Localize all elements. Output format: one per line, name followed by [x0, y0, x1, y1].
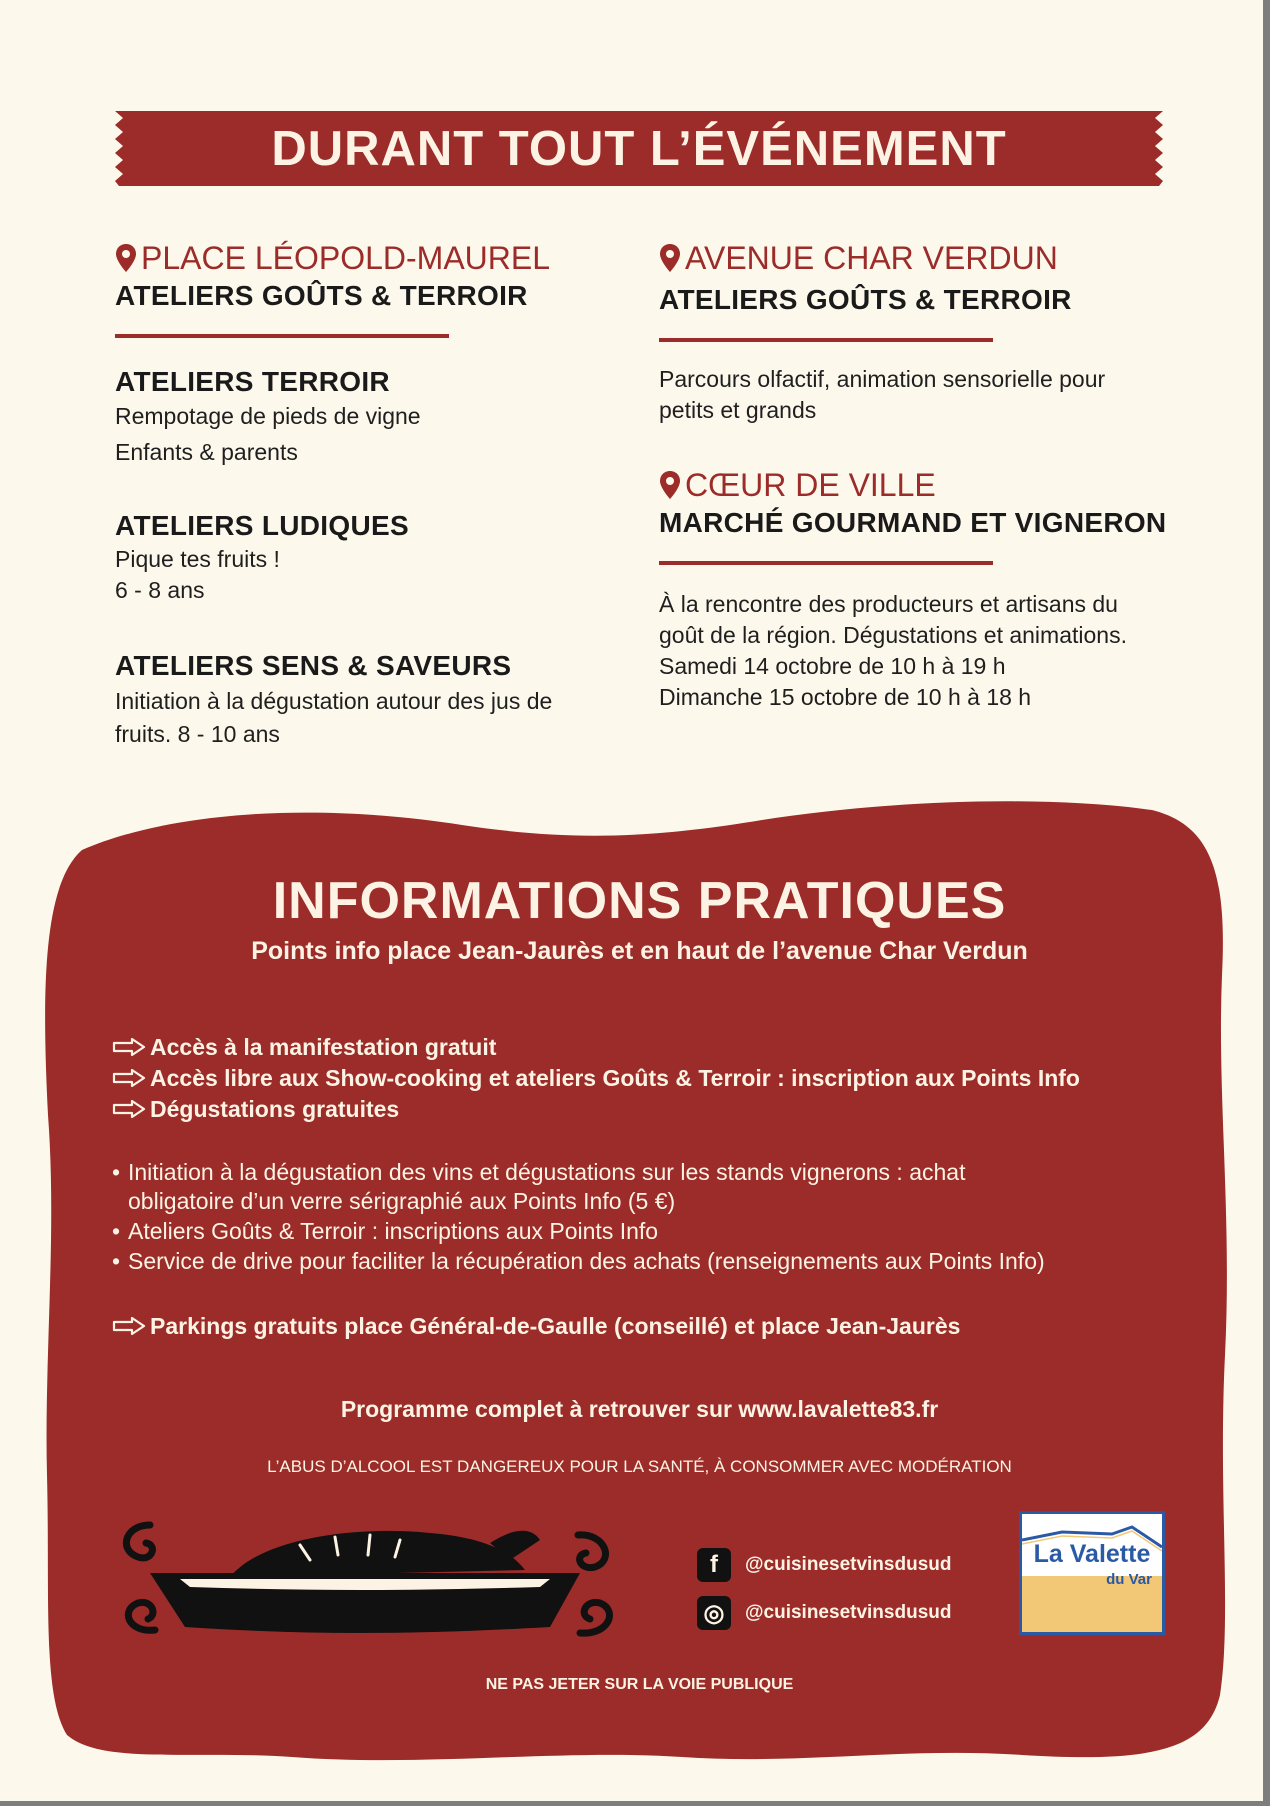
description-line: À la rencontre des producteurs et artisans du	[659, 591, 1118, 617]
info-panel	[42, 795, 1237, 1767]
bullet-item	[112, 1217, 1212, 1246]
arrow-item	[112, 1032, 496, 1062]
location-subtitle: ATELIERS GOÛTS & TERROIR	[659, 284, 1072, 315]
pointing-hand-icon	[112, 1099, 146, 1119]
section-ateliers-terroir	[115, 366, 635, 468]
description-line: goût de la région. Dégustations et animations.	[659, 622, 1127, 648]
event-banner	[115, 111, 1163, 186]
location-leopold-maurel	[115, 238, 635, 278]
alcohol-warning: L’ABUS D’ALCOOL EST DANGEREUX POUR LA SANTÉ, À CONSOMMER AVEC MODÉRATION	[267, 1457, 1012, 1476]
arrow-item-text: Accès à la manifestation gratuit	[150, 1033, 497, 1060]
arrow-item-text: Dégustations gratuites	[150, 1095, 400, 1122]
divider	[659, 338, 993, 342]
right-column	[659, 238, 1179, 713]
section-heading: ATELIERS TERROIR	[115, 366, 390, 397]
arrow-item	[112, 1094, 399, 1124]
viewer-edge	[1263, 0, 1270, 1806]
viewer-edge-bottom	[0, 1801, 1270, 1806]
social-handle: @cuisinesetvinsdusud	[745, 1602, 952, 1623]
facebook-icon: f	[697, 1548, 731, 1582]
map-pin-icon	[659, 243, 681, 273]
bullet-text: Service de drive pour faciliter la récupération des achats (renseignements aux Points Info)	[128, 1248, 1045, 1274]
section-heading: ATELIERS LUDIQUES	[115, 510, 409, 541]
left-column	[115, 238, 635, 750]
description-line: petits et grands	[659, 397, 817, 423]
bullet-text: Ateliers Goûts & Terroir : inscriptions aux Points Info	[128, 1218, 659, 1244]
social-handle: @cuisinesetvinsdusud	[745, 1554, 952, 1575]
bullet-dot: •	[112, 1159, 121, 1185]
pointing-hand-icon	[112, 1068, 146, 1088]
footer-notice: NE PAS JETER SUR LA VOIE PUBLIQUE	[485, 1676, 794, 1693]
arrow-item-text: Parkings gratuits place Général-de-Gaulle (conseillé) et place Jean-Jaurès	[150, 1312, 961, 1339]
logo-name: La Valette	[1033, 1540, 1151, 1568]
instagram-icon: ◎	[697, 1596, 731, 1630]
bullet-text: Initiation à la dégustation des vins et dégustations sur les stands vignerons : achat	[128, 1159, 966, 1185]
logo-subtitle: du Var	[1106, 1571, 1152, 1588]
section-line: 6 - 8 ans	[115, 577, 205, 603]
bullet-dot: •	[112, 1248, 121, 1274]
section-line: Rempotage de pieds de vigne	[115, 403, 421, 429]
arrow-item-parking	[112, 1311, 960, 1341]
info-subtitle: Points info place Jean-Jaurès et en haut de l’avenue Char Verdun	[251, 937, 1028, 965]
section-line: Pique tes fruits !	[115, 546, 280, 572]
dish-illustration	[110, 1515, 630, 1655]
pointing-hand-icon	[112, 1037, 146, 1057]
bullet-dot: •	[112, 1218, 121, 1244]
location-subtitle: MARCHÉ GOURMAND ET VIGNERON	[659, 507, 1167, 538]
la-valette-logo	[1019, 1511, 1165, 1635]
divider	[659, 561, 993, 565]
arrow-item	[112, 1063, 1080, 1093]
info-title: INFORMATIONS PRATIQUES	[272, 872, 1007, 930]
pointing-hand-icon	[112, 1316, 146, 1336]
arrow-item-text: Accès libre aux Show-cooking et ateliers Goûts & Terroir : inscription aux Points Info	[150, 1064, 1080, 1091]
divider	[115, 334, 449, 338]
section-line: Enfants & parents	[115, 439, 298, 465]
location-coeur-de-ville	[659, 465, 1179, 505]
map-pin-icon	[659, 470, 681, 500]
section-ateliers-sens-saveurs	[115, 650, 635, 750]
location-name: PLACE LÉOPOLD-MAUREL	[141, 239, 551, 276]
description-line: Parcours olfactif, animation sensorielle pour	[659, 366, 1106, 392]
location-name: CŒUR DE VILLE	[685, 466, 936, 503]
section-ateliers-ludiques	[115, 510, 635, 606]
location-avenue-char-verdun	[659, 238, 1179, 278]
map-pin-icon	[115, 243, 137, 273]
bullet-item	[112, 1158, 1212, 1216]
programme-link[interactable]: Programme complet à retrouver sur www.lavalette83.fr	[340, 1396, 939, 1422]
description-line: Samedi 14 octobre de 10 h à 19 h	[659, 653, 1006, 679]
section-line: Initiation à la dégustation autour des jus de	[115, 688, 553, 714]
section-heading: ATELIERS SENS & SAVEURS	[115, 650, 512, 681]
social-facebook[interactable]	[697, 1547, 951, 1583]
location-name: AVENUE CHAR VERDUN	[685, 239, 1058, 276]
description-line: Dimanche 15 octobre de 10 h à 18 h	[659, 684, 1032, 710]
banner-title: DURANT TOUT L’ÉVÉNEMENT	[271, 122, 1007, 176]
location-subtitle: ATELIERS GOÛTS & TERROIR	[115, 280, 528, 311]
social-instagram[interactable]	[697, 1595, 951, 1631]
bullet-text: obligatoire d’un verre sérigraphié aux Points Info (5 €)	[128, 1188, 676, 1214]
section-line: fruits. 8 - 10 ans	[115, 721, 280, 747]
bullet-item	[112, 1247, 1212, 1276]
